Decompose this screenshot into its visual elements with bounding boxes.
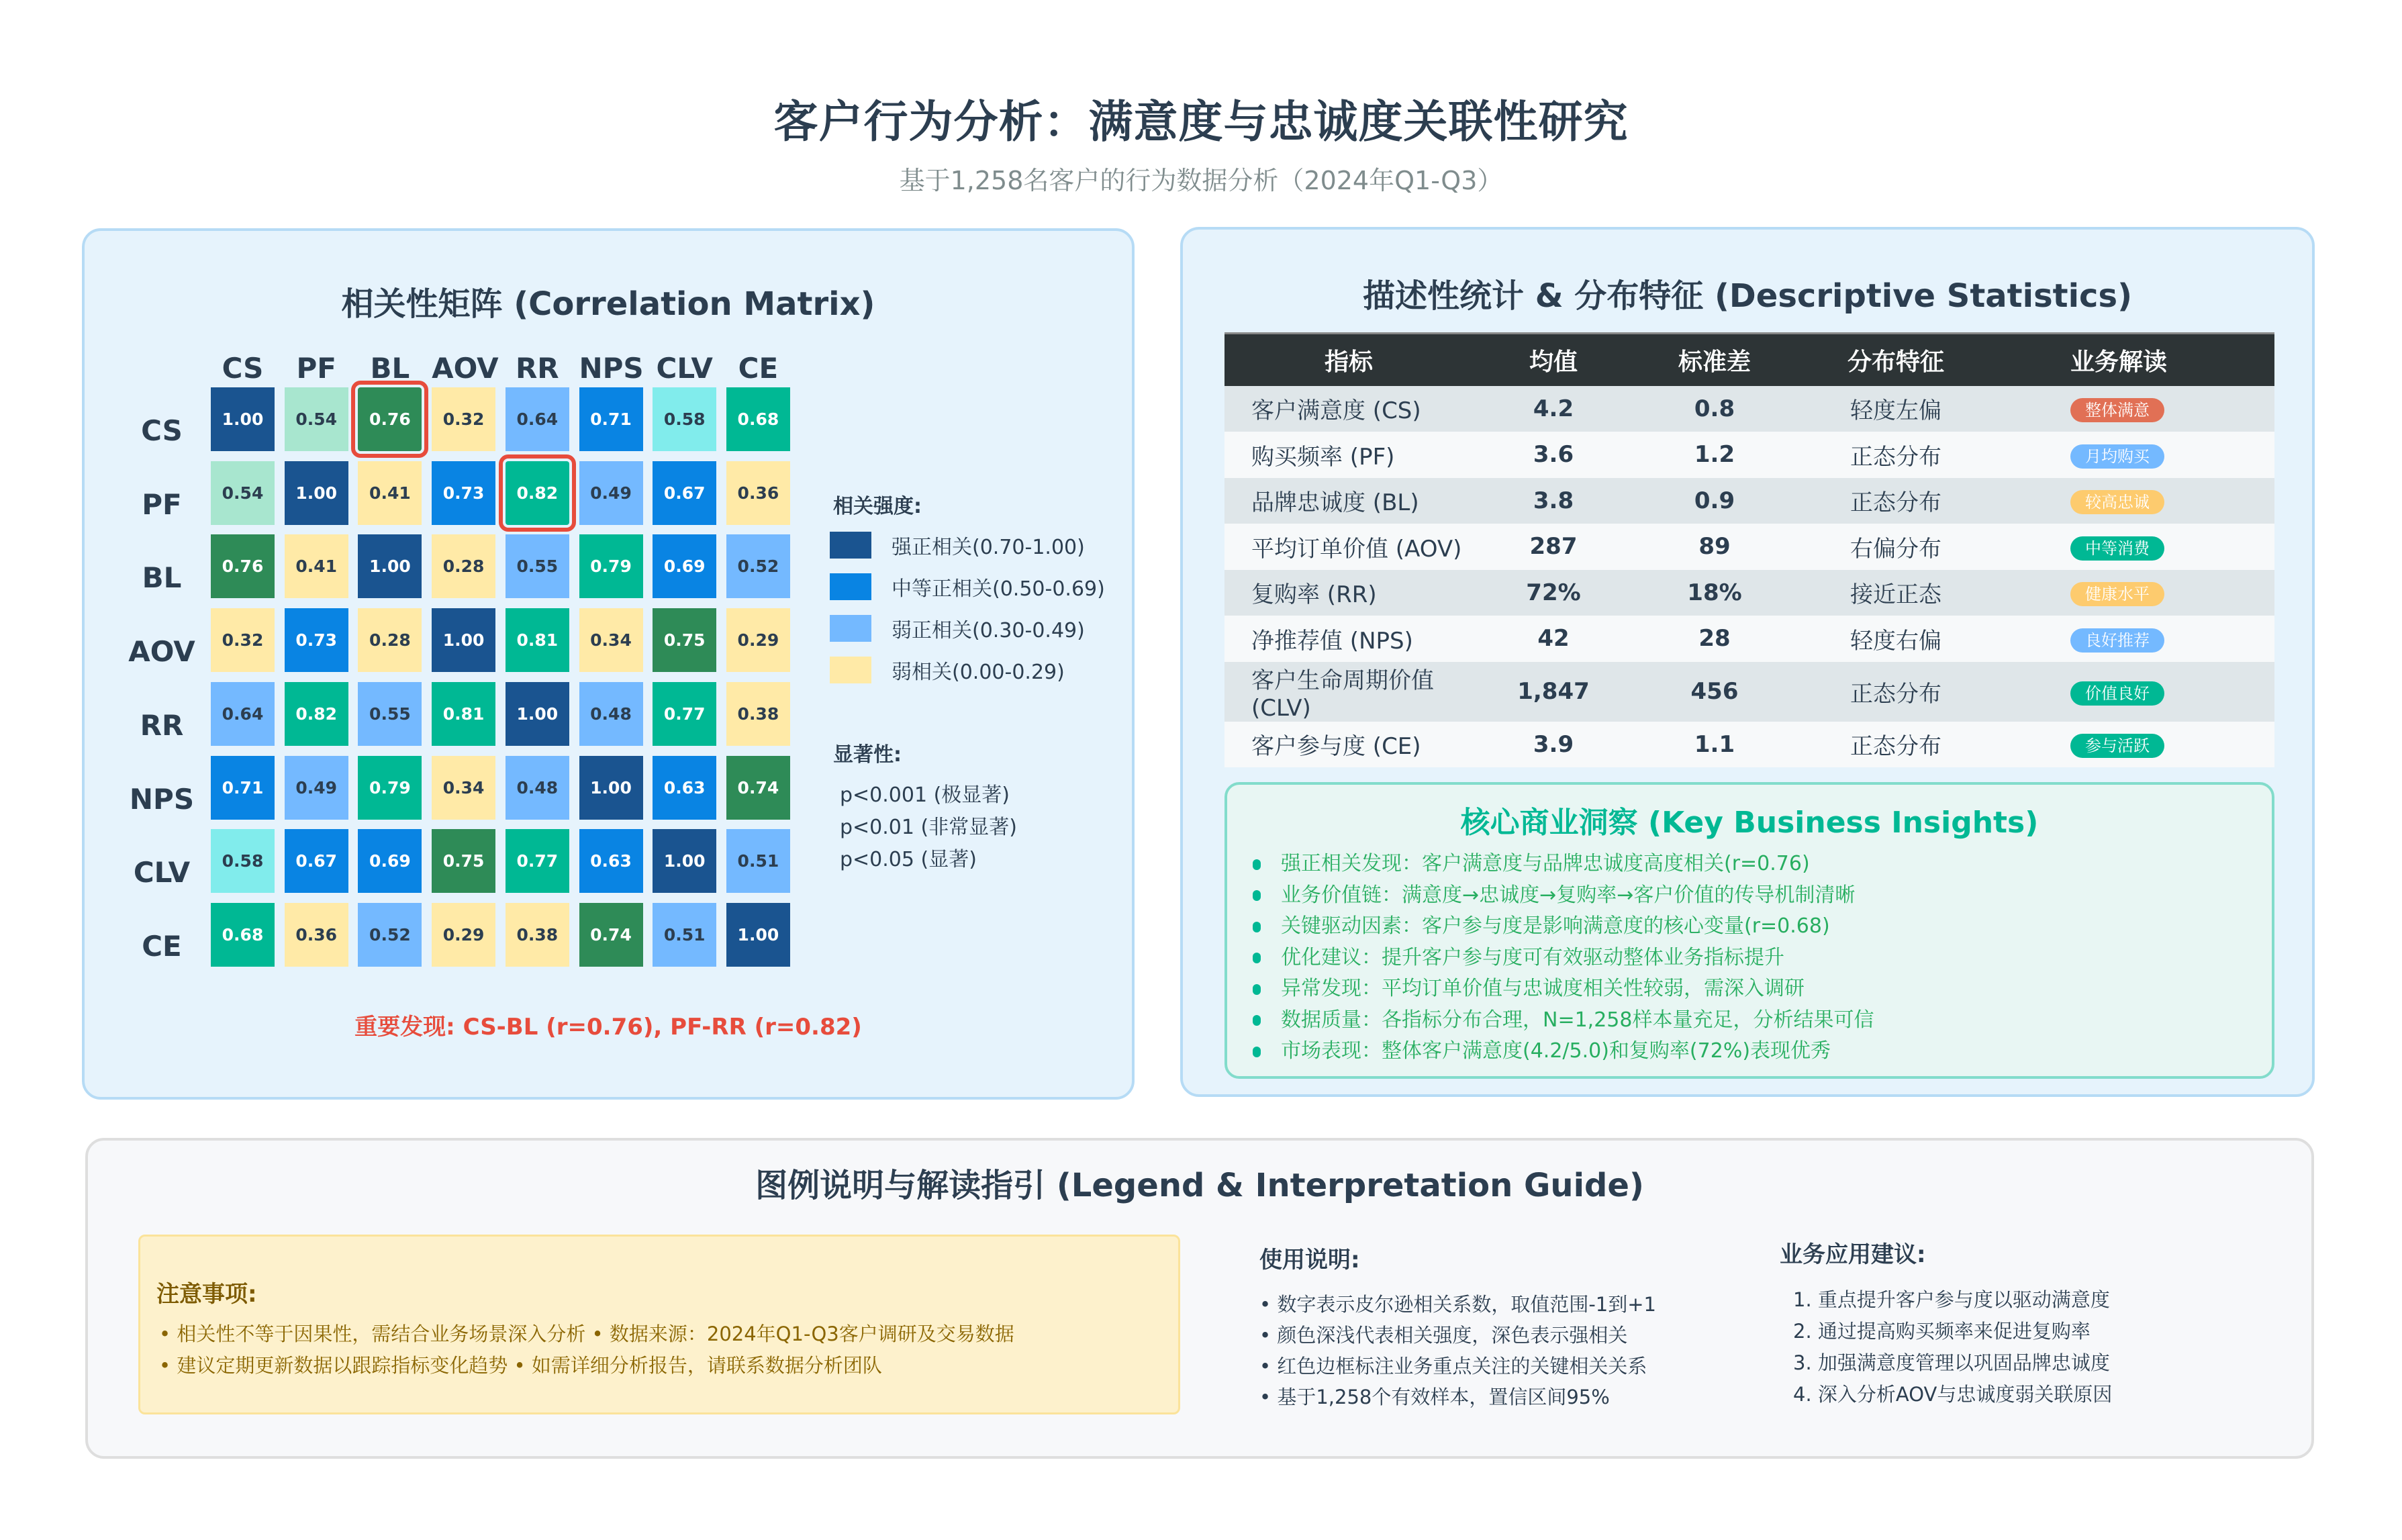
matrix-cell: 1.00 xyxy=(432,608,495,672)
interpretation-cell xyxy=(1997,478,2274,524)
insight-item xyxy=(1253,943,1874,974)
insight-item xyxy=(1253,973,1874,1005)
biz-line: 2. 通过提高购买频率来促进复购率 xyxy=(1793,1320,2091,1343)
interpretation-cell xyxy=(1997,662,2274,722)
matrix-cell: 0.73 xyxy=(285,608,348,672)
matrix-cell: 0.74 xyxy=(579,903,643,967)
matrix-cell: 0.34 xyxy=(432,756,495,820)
interpretation-badge: 中等消费 xyxy=(2070,536,2164,561)
interpretation-cell xyxy=(1997,722,2274,768)
table-header-row xyxy=(1224,334,2274,386)
table-row xyxy=(1224,432,2274,478)
distribution-cell: 轻度左偏 xyxy=(1795,386,1997,432)
matrix-cell: 0.74 xyxy=(726,756,790,820)
matrix-cell: 0.67 xyxy=(285,829,348,893)
interpretation-badge: 参与活跃 xyxy=(2070,734,2164,758)
matrix-cell: 0.58 xyxy=(653,387,716,451)
metric-cell: 客户生命周期价值 (CLV) xyxy=(1224,662,1473,722)
biz-title: 业务应用建议: xyxy=(1780,1241,1926,1268)
legend-swatch-none xyxy=(830,657,871,683)
bullet-icon xyxy=(1253,984,1261,995)
table-row xyxy=(1224,722,2274,768)
interpretation-badge: 整体满意 xyxy=(2070,398,2164,422)
matrix-cell: 0.82 xyxy=(506,461,569,525)
matrix-cell: 0.77 xyxy=(506,829,569,893)
sd-cell: 89 xyxy=(1634,524,1795,570)
table-row xyxy=(1224,478,2274,524)
insight-list xyxy=(1253,849,1874,1067)
matrix-cell: 0.81 xyxy=(432,682,495,746)
matrix-cell: 0.81 xyxy=(506,608,569,672)
sd-cell: 18% xyxy=(1634,570,1795,616)
usage-line: • 红色边框标注业务重点关注的关键相关关系 xyxy=(1259,1355,1647,1378)
significance-item: p<0.01 (非常显著) xyxy=(840,816,1017,839)
matrix-cell: 0.75 xyxy=(432,829,495,893)
legend-swatch-weak xyxy=(830,615,871,642)
column-label: AOV xyxy=(432,352,499,385)
insights-box xyxy=(1224,782,2274,1079)
matrix-cell: 0.76 xyxy=(358,387,422,451)
insight-text: 强正相关发现：客户满意度与品牌忠诚度高度相关(r=0.76) xyxy=(1281,852,1810,875)
matrix-cell: 1.00 xyxy=(358,534,422,598)
column-header: 分布特征 xyxy=(1795,334,1997,386)
insight-text: 关键驱动因素：客户参与度是影响满意度的核心变量(r=0.68) xyxy=(1281,914,1830,938)
matrix-cell: 0.55 xyxy=(506,534,569,598)
insight-item xyxy=(1253,911,1874,943)
matrix-cell: 0.28 xyxy=(358,608,422,672)
matrix-cell: 0.67 xyxy=(653,461,716,525)
matrix-cell: 0.64 xyxy=(211,682,275,746)
matrix-cell: 0.51 xyxy=(726,829,790,893)
matrix-cell: 1.00 xyxy=(211,387,275,451)
matrix-cell: 0.36 xyxy=(726,461,790,525)
note-line: • 建议定期更新数据以跟踪指标变化趋势 • 如需详细分析报告，请联系数据分析团队 xyxy=(159,1354,882,1377)
column-header: 指标 xyxy=(1224,334,1473,386)
matrix-cell: 0.49 xyxy=(579,461,643,525)
matrix-cell: 0.52 xyxy=(358,903,422,967)
row-label: CLV xyxy=(133,856,191,889)
matrix-cell: 0.82 xyxy=(285,682,348,746)
matrix-cell: 0.68 xyxy=(211,903,275,967)
page-title: 客户行为分析：满意度与忠诚度关联性研究 xyxy=(773,96,1629,148)
matrix-cell: 0.38 xyxy=(726,682,790,746)
mean-cell: 72% xyxy=(1473,570,1634,616)
row-label: RR xyxy=(140,708,184,742)
bullet-icon xyxy=(1253,953,1261,963)
key-finding: 重要发现: CS-BL (r=0.76), PF-RR (r=0.82) xyxy=(354,1014,862,1041)
matrix-cell: 0.71 xyxy=(211,756,275,820)
distribution-cell: 正态分布 xyxy=(1795,478,1997,524)
usage-line: • 基于1,258个有效样本，置信区间95% xyxy=(1259,1386,1610,1408)
matrix-cell: 0.69 xyxy=(653,534,716,598)
interpretation-badge: 价值良好 xyxy=(2070,681,2164,706)
matrix-cell: 0.73 xyxy=(432,461,495,525)
legend-guide-panel xyxy=(85,1138,2314,1459)
stats-title: 描述性统计 & 分布特征 (Descriptive Statistics) xyxy=(1362,277,2133,315)
matrix-cell: 0.55 xyxy=(358,682,422,746)
metric-cell: 净推荐值 (NPS) xyxy=(1224,616,1473,662)
matrix-cell: 0.63 xyxy=(653,756,716,820)
legend-swatch-moderate xyxy=(830,573,871,600)
row-label: NPS xyxy=(129,782,195,816)
insight-text: 业务价值链：满意度→忠诚度→复购率→客户价值的传导机制清晰 xyxy=(1281,883,1856,907)
metric-cell: 购买频率 (PF) xyxy=(1224,432,1473,478)
interpretation-badge: 较高忠诚 xyxy=(2070,490,2164,514)
matrix-cell: 1.00 xyxy=(285,461,348,525)
row-label: PF xyxy=(142,487,182,521)
matrix-cell: 0.64 xyxy=(506,387,569,451)
matrix-cell: 0.29 xyxy=(432,903,495,967)
bullet-icon xyxy=(1253,1015,1261,1026)
matrix-cell: 0.54 xyxy=(285,387,348,451)
mean-cell: 4.2 xyxy=(1473,386,1634,432)
usage-title: 使用说明: xyxy=(1259,1247,1360,1273)
correlation-matrix-panel xyxy=(82,228,1135,1100)
matrix-cell: 0.51 xyxy=(653,903,716,967)
table-row xyxy=(1224,524,2274,570)
interpretation-cell xyxy=(1997,616,2274,662)
matrix-cell: 0.41 xyxy=(358,461,422,525)
distribution-cell: 正态分布 xyxy=(1795,432,1997,478)
matrix-cell: 0.79 xyxy=(358,756,422,820)
legend-item-none: 弱相关(0.00-0.29) xyxy=(830,657,1065,683)
biz-line: 4. 深入分析AOV与忠诚度弱关联原因 xyxy=(1793,1383,2113,1406)
table-row xyxy=(1224,616,2274,662)
legend-item-moderate: 中等正相关(0.50-0.69) xyxy=(830,573,1105,600)
matrix-cell: 0.34 xyxy=(579,608,643,672)
column-label: CS xyxy=(222,352,264,385)
column-header: 均值 xyxy=(1473,334,1634,386)
insight-item xyxy=(1253,849,1874,880)
sd-cell: 28 xyxy=(1634,616,1795,662)
legend-swatch-strong xyxy=(830,532,871,559)
row-label: BL xyxy=(142,561,182,595)
matrix-cell: 0.38 xyxy=(506,903,569,967)
interpretation-cell xyxy=(1997,524,2274,570)
mean-cell: 287 xyxy=(1473,524,1634,570)
insight-text: 优化建议：提升客户参与度可有效驱动整体业务指标提升 xyxy=(1281,945,1784,969)
interpretation-cell xyxy=(1997,386,2274,432)
matrix-cell: 0.49 xyxy=(285,756,348,820)
insights-title: 核心商业洞察 (Key Business Insights) xyxy=(1460,806,2039,840)
bullet-icon xyxy=(1253,1047,1261,1057)
mean-cell: 3.6 xyxy=(1473,432,1634,478)
biz-line: 1. 重点提升客户参与度以驱动满意度 xyxy=(1793,1288,2110,1311)
column-header: 标准差 xyxy=(1634,334,1795,386)
bullet-icon xyxy=(1253,859,1261,870)
matrix-cell: 0.69 xyxy=(358,829,422,893)
column-label: PF xyxy=(296,352,336,385)
column-header: 业务解读 xyxy=(1997,334,2274,386)
matrix-title: 相关性矩阵 (Correlation Matrix) xyxy=(341,285,875,323)
page-subtitle: 基于1,258名客户的行为数据分析（2024年Q1-Q3） xyxy=(899,166,1503,195)
matrix-cell: 0.54 xyxy=(211,461,275,525)
matrix-cell: 0.79 xyxy=(579,534,643,598)
matrix-cell: 0.32 xyxy=(211,608,275,672)
interpretation-badge: 月均购买 xyxy=(2070,444,2164,469)
usage-line: • 颜色深浅代表相关强度，深色表示强相关 xyxy=(1259,1324,1628,1347)
row-label: CE xyxy=(142,929,182,963)
interpretation-badge: 良好推荐 xyxy=(2070,628,2164,653)
interpretation-cell xyxy=(1997,570,2274,616)
interpretation-cell xyxy=(1997,432,2274,478)
table-row xyxy=(1224,662,2274,722)
notes-title: 注意事项: xyxy=(156,1281,257,1308)
sd-cell: 0.9 xyxy=(1634,478,1795,524)
mean-cell: 1,847 xyxy=(1473,662,1634,722)
mean-cell: 42 xyxy=(1473,616,1634,662)
table-row xyxy=(1224,570,2274,616)
distribution-cell: 接近正态 xyxy=(1795,570,1997,616)
matrix-cell: 0.29 xyxy=(726,608,790,672)
descriptive-stats-panel xyxy=(1180,227,2315,1097)
column-label: CLV xyxy=(656,352,713,385)
distribution-cell: 轻度右偏 xyxy=(1795,616,1997,662)
insight-item xyxy=(1253,1005,1874,1037)
bullet-icon xyxy=(1253,922,1261,932)
significance-item: p<0.001 (极显著) xyxy=(840,783,1010,807)
matrix-cell: 0.76 xyxy=(211,534,275,598)
matrix-cell: 0.36 xyxy=(285,903,348,967)
column-label: NPS xyxy=(579,352,644,385)
legend-item-strong: 强正相关(0.70-1.00) xyxy=(830,532,1085,559)
matrix-cell: 0.48 xyxy=(579,682,643,746)
interpretation-badge: 健康水平 xyxy=(2070,582,2164,606)
distribution-cell: 右偏分布 xyxy=(1795,524,1997,570)
metric-cell: 平均订单价值 (AOV) xyxy=(1224,524,1473,570)
matrix-cell: 0.68 xyxy=(726,387,790,451)
sd-cell: 1.2 xyxy=(1634,432,1795,478)
matrix-cell: 0.28 xyxy=(432,534,495,598)
matrix-cell: 1.00 xyxy=(506,682,569,746)
significance-title: 显著性: xyxy=(833,743,902,767)
matrix-cell: 0.41 xyxy=(285,534,348,598)
legend-item-weak: 弱正相关(0.30-0.49) xyxy=(830,615,1085,642)
matrix-cell: 1.00 xyxy=(653,829,716,893)
sd-cell: 456 xyxy=(1634,662,1795,722)
distribution-cell: 正态分布 xyxy=(1795,722,1997,768)
sd-cell: 0.8 xyxy=(1634,386,1795,432)
matrix-cell: 0.63 xyxy=(579,829,643,893)
metric-cell: 客户参与度 (CE) xyxy=(1224,722,1473,768)
bullet-icon xyxy=(1253,890,1261,901)
matrix-cell: 1.00 xyxy=(726,903,790,967)
matrix-cell: 0.48 xyxy=(506,756,569,820)
usage-line: • 数字表示皮尔逊相关系数，取值范围-1到+1 xyxy=(1259,1293,1656,1316)
mean-cell: 3.8 xyxy=(1473,478,1634,524)
sd-cell: 1.1 xyxy=(1634,722,1795,768)
column-label: CE xyxy=(738,352,779,385)
insight-text: 数据质量：各指标分布合理，N=1,258样本量充足，分析结果可信 xyxy=(1281,1008,1874,1032)
matrix-cell: 1.00 xyxy=(579,756,643,820)
matrix-cell: 0.71 xyxy=(579,387,643,451)
matrix-cell: 0.75 xyxy=(653,608,716,672)
row-label: CS xyxy=(141,414,183,447)
insight-item xyxy=(1253,880,1874,912)
mean-cell: 3.9 xyxy=(1473,722,1634,768)
matrix-cell: 0.32 xyxy=(432,387,495,451)
legend-title: 相关强度: xyxy=(833,495,922,518)
metric-cell: 复购率 (RR) xyxy=(1224,570,1473,616)
matrix-cell: 0.52 xyxy=(726,534,790,598)
notes-box xyxy=(138,1235,1180,1414)
insight-item xyxy=(1253,1036,1874,1067)
column-label: BL xyxy=(370,352,410,385)
biz-line: 3. 加强满意度管理以巩固品牌忠诚度 xyxy=(1793,1351,2110,1374)
insight-text: 市场表现：整体客户满意度(4.2/5.0)和复购率(72%)表现优秀 xyxy=(1281,1039,1831,1063)
insight-text: 异常发现：平均订单价值与忠诚度相关性较弱，需深入调研 xyxy=(1281,977,1805,1000)
guide-title: 图例说明与解读指引 (Legend & Interpretation Guide) xyxy=(755,1167,1644,1204)
matrix-cell: 0.58 xyxy=(211,829,275,893)
significance-item: p<0.05 (显著) xyxy=(840,848,977,871)
table-row xyxy=(1224,386,2274,432)
distribution-cell: 正态分布 xyxy=(1795,662,1997,722)
row-label: AOV xyxy=(128,635,195,669)
metric-cell: 品牌忠诚度 (BL) xyxy=(1224,478,1473,524)
note-line: • 相关性不等于因果性，需结合业务场景深入分析 • 数据来源：2024年Q1-Q3客户调研及交易数据 xyxy=(159,1322,1014,1345)
matrix-cell: 0.77 xyxy=(653,682,716,746)
metric-cell: 客户满意度 (CS) xyxy=(1224,386,1473,432)
stats-table xyxy=(1224,332,2274,767)
column-label: RR xyxy=(515,352,559,385)
